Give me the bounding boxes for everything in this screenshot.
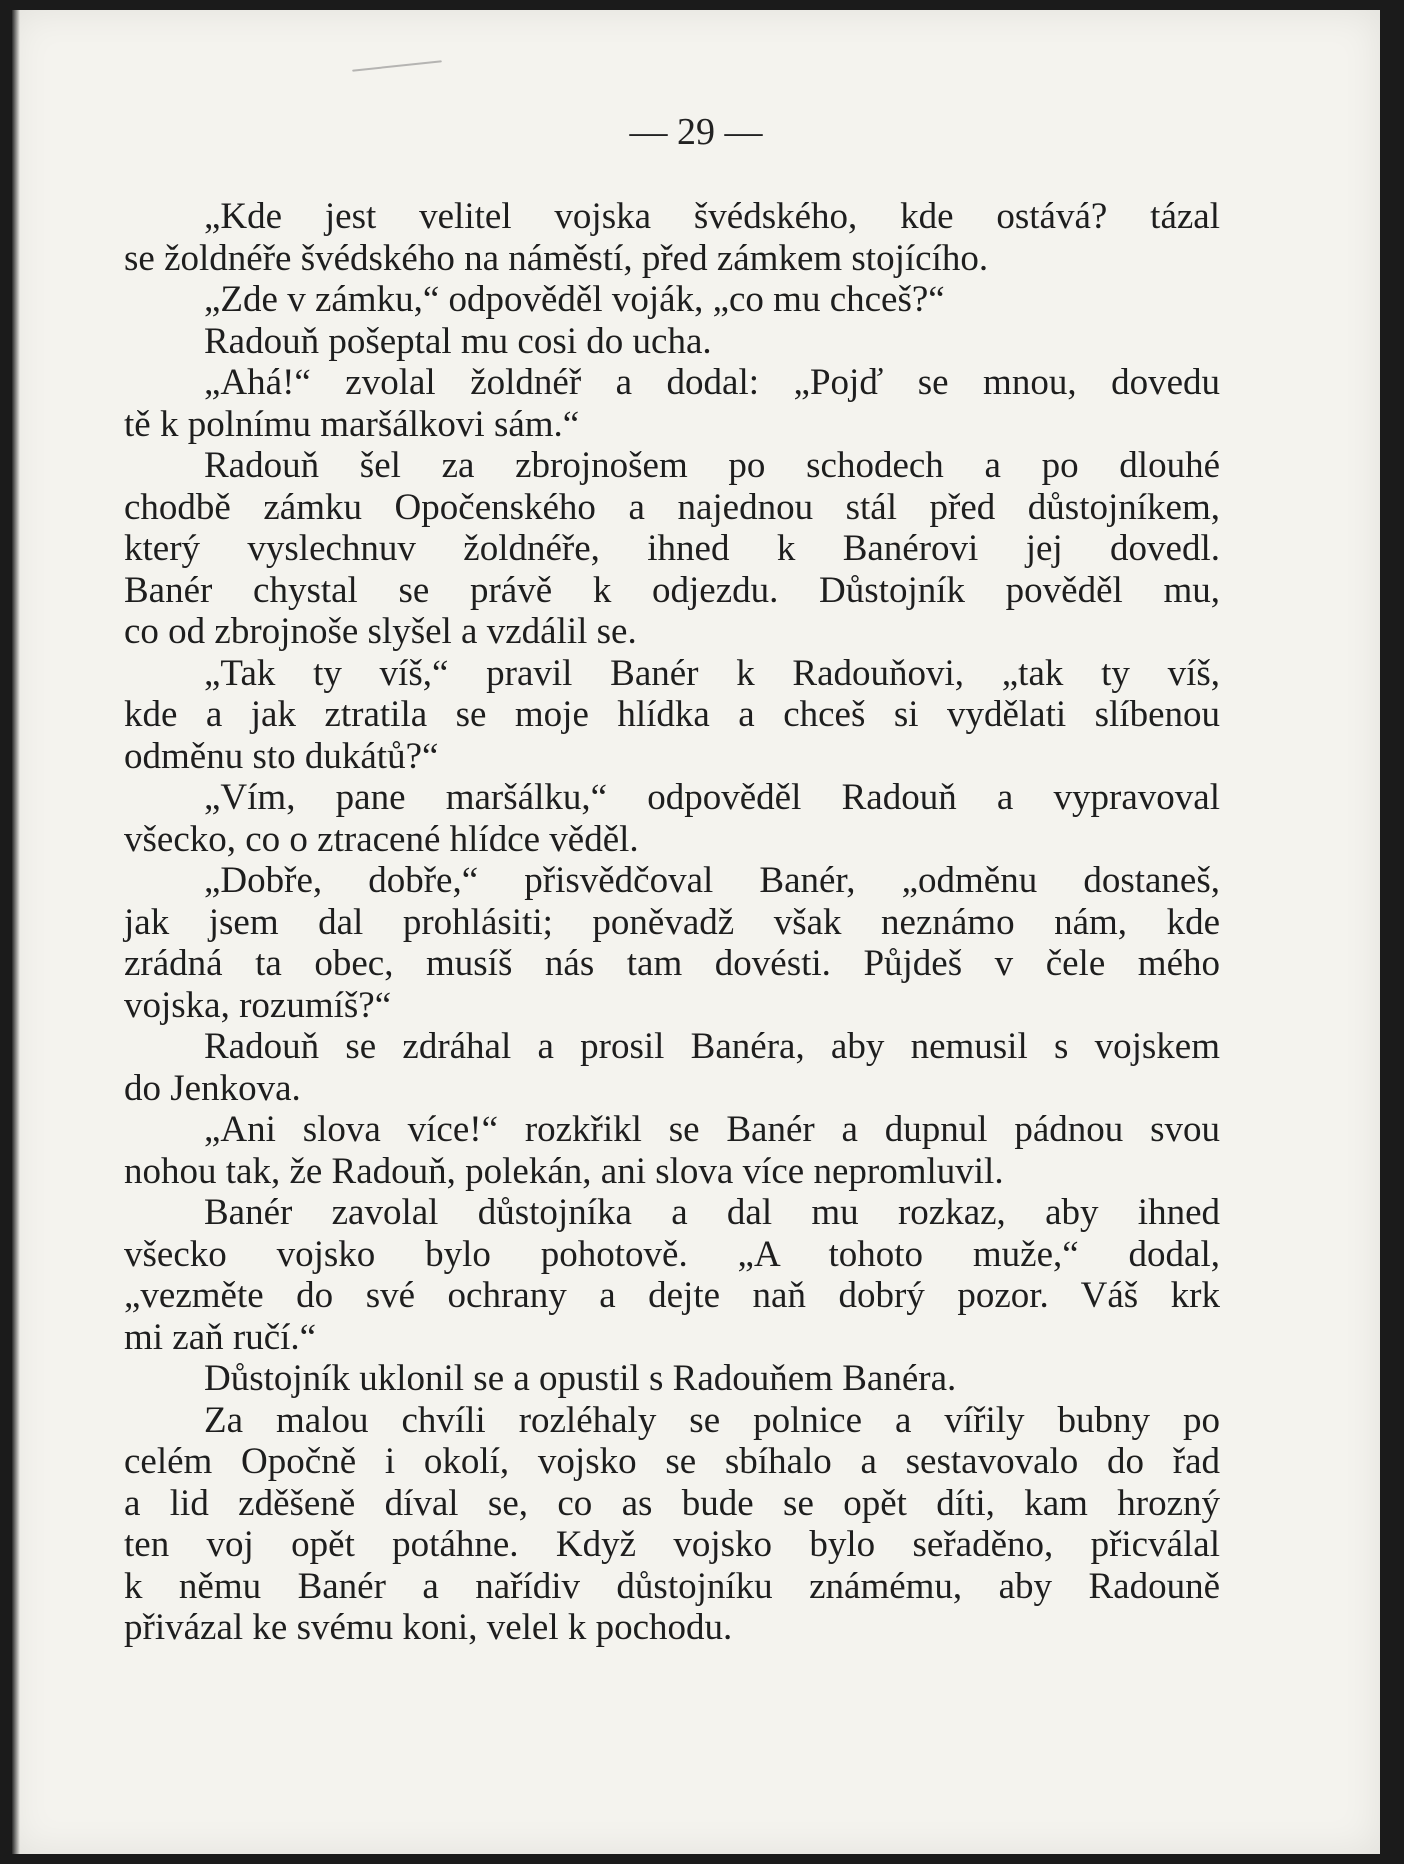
book-page <box>12 10 1380 1854</box>
text-line: do Jenkova. <box>124 1067 301 1109</box>
text-line: nohou tak, že Radouň, polekán, ani slova více nepromluvil. <box>124 1150 1004 1192</box>
text-line: „vezměte do své ochrany a dejte naň dobrý pozor. Váš krk <box>124 1275 1220 1316</box>
text-line: všecko vojsko bylo pohotově. „A tohoto muže,“ dodal, <box>124 1233 1220 1275</box>
text-line: a lid zděšeně díval se, co as bude se opět díti, kam hrozný <box>124 1482 1220 1524</box>
paragraph <box>124 1192 1220 1358</box>
paragraph <box>124 860 1220 1026</box>
text-line: Radouň pošeptal mu cosi do ucha. <box>204 320 712 362</box>
text-line: vojska, rozumíš?“ <box>124 984 392 1026</box>
page-edge-shadow <box>12 10 20 1854</box>
text-line: chodbě zámku Opočenského a najednou stál před důstojníkem, <box>124 486 1220 528</box>
text-line: „Vím, pane maršálku,“ odpověděl Radouň a vypravoval <box>204 777 1220 818</box>
paragraph <box>124 321 1220 363</box>
text-line: kde a jak ztratila se moje hlídka a chceš si vydělati slíbenou <box>124 694 1220 735</box>
text-line: k němu Banér a nařídiv důstojníku známému, aby Radouně <box>124 1565 1220 1607</box>
text-line: zrádná ta obec, musíš nás tam dovésti. Půjdeš v čele mého <box>124 943 1220 984</box>
paragraph <box>124 362 1220 445</box>
text-line: odměnu sto dukátů?“ <box>124 735 439 777</box>
ink-smudge <box>352 60 442 71</box>
paragraph <box>124 1109 1220 1192</box>
text-line: co od zbrojnoše slyšel a vzdálil se. <box>124 611 637 652</box>
text-line: „Kde jest velitel vojska švédského, kde ostává? tázal <box>204 196 1220 237</box>
paragraph <box>124 777 1220 860</box>
text-line: „Ani slova více!“ rozkřikl se Banér a dupnul pádnou svou <box>204 1109 1220 1150</box>
text-line: „Ahá!“ zvolal žoldnéř a dodal: „Pojď se mnou, dovedu <box>204 362 1220 403</box>
paragraph <box>124 196 1220 279</box>
text-line: Banér chystal se právě k odjezdu. Důstojník pověděl mu, <box>124 569 1220 611</box>
text-line: přivázal ke svému koni, velel k pochodu. <box>124 1607 733 1648</box>
text-line: Radouň se zdráhal a prosil Banéra, aby nemusil s vojskem <box>204 1026 1220 1067</box>
text-line: mi zaň ručí.“ <box>124 1316 317 1358</box>
paragraph <box>124 1400 1220 1649</box>
page-number: — 29 — <box>629 111 763 153</box>
text-line: jak jsem dal prohlásiti; poněvadž však neznámo nám, kde <box>124 901 1220 943</box>
body-text <box>124 196 1220 1649</box>
paragraph <box>124 445 1220 653</box>
text-line: se žoldnéře švédského na náměstí, před zámkem stojícího. <box>124 237 989 279</box>
paragraph <box>124 1358 1220 1400</box>
text-line: Radouň šel za zbrojnošem po schodech a po dlouhé <box>204 445 1220 486</box>
paragraph <box>124 279 1220 321</box>
text-line: ten voj opět potáhne. Když vojsko bylo seřaděno, přicválal <box>124 1524 1220 1565</box>
text-line: „Dobře, dobře,“ přisvědčoval Banér, „odměnu dostaneš, <box>204 860 1220 901</box>
paragraph <box>124 653 1220 778</box>
text-line: tě k polnímu maršálkovi sám.“ <box>124 403 580 445</box>
text-line: všecko, co o ztracené hlídce věděl. <box>124 818 639 860</box>
text-line: který vyslechnuv žoldnéře, ihned k Banérovi jej dovedl. <box>124 528 1220 569</box>
text-line: „Tak ty víš,“ pravil Banér k Radouňovi, „tak ty víš, <box>204 652 1220 694</box>
text-line: Důstojník uklonil se a opustil s Radouňem Banéra. <box>204 1358 957 1399</box>
text-line: Banér zavolal důstojníka a dal mu rozkaz, aby ihned <box>204 1192 1220 1233</box>
text-line: celém Opočně i okolí, vojsko se sbíhalo a sestavovalo do řad <box>124 1441 1220 1482</box>
paragraph <box>124 1026 1220 1109</box>
text-line: Za malou chvíli rozléhaly se polnice a vířily bubny po <box>204 1399 1220 1441</box>
text-line: „Zde v zámku,“ odpověděl voják, „co mu chceš?“ <box>204 279 945 320</box>
